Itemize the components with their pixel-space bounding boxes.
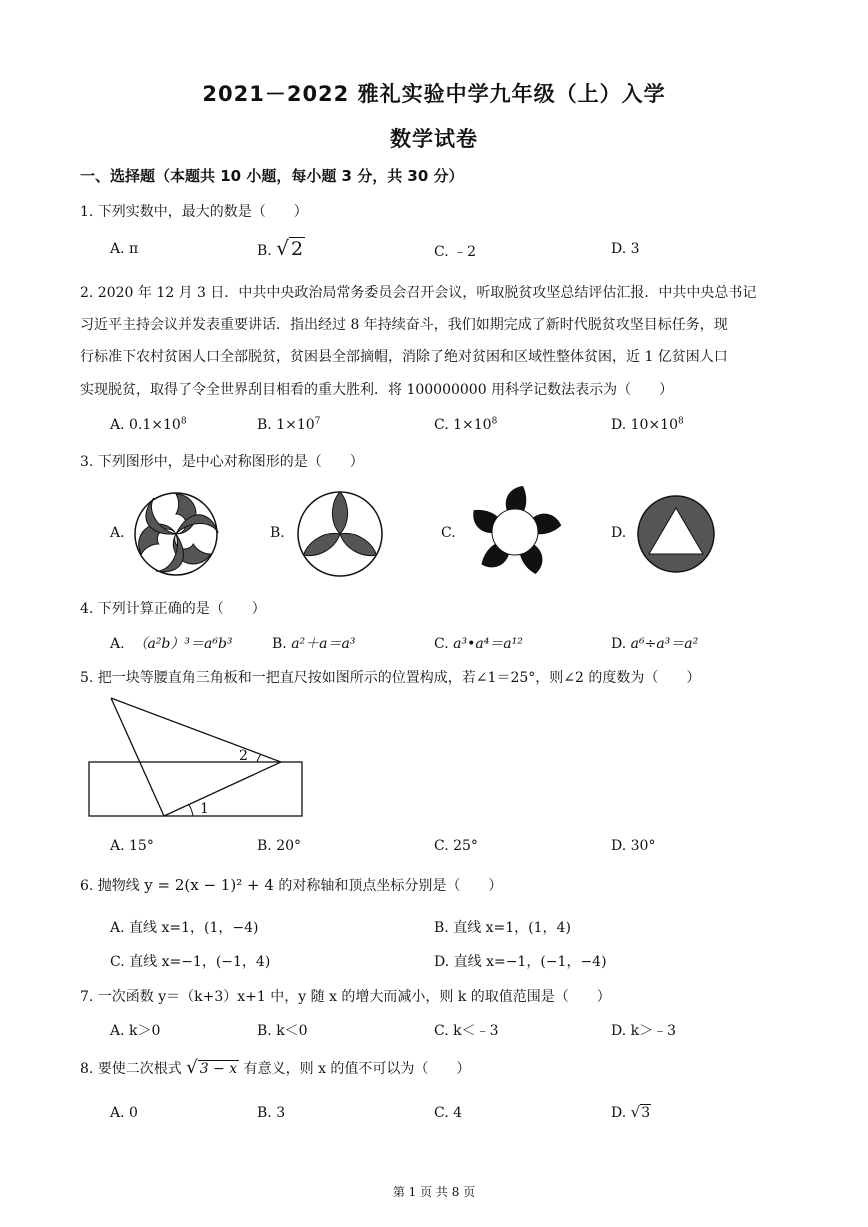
q5-option-d: D. 30° [611, 838, 656, 854]
q3-option-d-label: D. [611, 525, 627, 541]
sqrt-symbol: √ [186, 1057, 198, 1078]
q8-stem-suffix: 有意义，则 x 的值不可以为（ ） [243, 1061, 471, 1077]
q2-line-2: 习近平主持会议并发表重要讲话．指出经过 8 年持续奋斗，我们如期完成了新时代脱贫攻坚目标任务，现 [80, 317, 728, 333]
q5-option-a: A. 15° [110, 838, 154, 854]
sqrt-symbol: √ [630, 1103, 641, 1121]
q2-line-1: 2. 2020 年 12 月 3 日．中共中央政治局常务委员会召开会议，听取脱贫攻坚总结评估汇报．中共中央总书记 [80, 285, 757, 301]
q1-option-c: C. ﹣2 [434, 244, 477, 260]
q6-option-d: D. 直线 x=−1，(−1，−4) [434, 954, 607, 970]
figure-c-flower [470, 484, 560, 580]
q6-option-c: C. 直线 x=−1，(−1，4) [110, 954, 271, 970]
q7-option-b: B. k＜0 [257, 1023, 308, 1039]
q2-d-exp: 8 [678, 416, 684, 427]
q2-c-base: C. 1×10 [434, 417, 492, 433]
q2-a-base: A. 0.1×10 [110, 417, 181, 433]
q8-option-a: A. 0 [110, 1105, 138, 1121]
q3-option-c-label: C. [441, 525, 456, 541]
q2-option-c [434, 417, 497, 433]
q8-stem [80, 1057, 470, 1078]
q3-option-a-label: A. [110, 525, 125, 541]
title-line-1: 2021－2022 雅礼实验中学九年级（上）入学 [202, 82, 666, 106]
q4-option-d [611, 633, 698, 653]
figure-d-triangle [636, 494, 716, 574]
q6-option-b: B. 直线 x=1，(1，4) [434, 920, 571, 936]
q4-option-b [272, 633, 355, 653]
title-line-2: 数学试卷 [390, 127, 478, 151]
sqrt-symbol: √ [276, 236, 289, 260]
q5-option-c: C. 25° [434, 838, 478, 854]
q4-c-text: a³•a⁴＝a¹² [453, 636, 523, 652]
q7-option-a: A. k＞0 [110, 1023, 161, 1039]
q6-stem-suffix: 的对称轴和顶点坐标分别是（ ） [278, 878, 503, 894]
q4-b-text: a²＋a＝a³ [291, 636, 356, 652]
q1-option-b-radicand: 2 [290, 238, 304, 260]
q8-option-c: C. 4 [434, 1105, 463, 1121]
q7-option-c: C. k＜﹣3 [434, 1023, 499, 1039]
q4-d-text: a⁶÷a³＝a² [630, 636, 699, 652]
q4-d-label: D. [611, 636, 627, 652]
q2-option-d [611, 417, 684, 433]
q2-line-4: 实现脱贫，取得了令全世界刮目相看的重大胜利．将 100000000 用科学记数法表示为（ ） [80, 382, 674, 398]
q6-option-a: A. 直线 x=1，(1，−4) [110, 920, 259, 936]
q2-option-b [257, 417, 320, 433]
q6-formula: y = 2(x − 1)² + 4 [144, 876, 274, 894]
page-footer: 第 1 页 共 8 页 [392, 1185, 476, 1199]
q5-angle-1-label: 1 [200, 801, 209, 817]
q2-line-3: 行标准下农村贫困人口全部脱贫，贫困县全部摘帽，消除了绝对贫困和区域性整体贫困，近 1 亿贫困人口 [80, 349, 728, 365]
q8-stem-prefix: 8. 要使二次根式 [80, 1061, 182, 1077]
q8-radicand: 3 − x [199, 1061, 238, 1077]
q5-stem: 5. 把一块等腰直角三角板和一把直尺按如图所示的位置构成，若∠1＝25°，则∠2 的度数为（ ） [80, 670, 701, 686]
section-heading: 一、选择题（本题共 10 小题，每小题 3 分，共 30 分） [80, 167, 464, 185]
q2-b-base: B. 1×10 [257, 417, 315, 433]
q2-d-base: D. 10×10 [611, 417, 678, 433]
q6-stem-prefix: 6. 抛物线 [80, 878, 140, 894]
q8-option-d [611, 1103, 651, 1121]
q1-option-b-label: B. [257, 243, 272, 259]
q4-option-a [110, 633, 233, 653]
q5-angle-2-label: 2 [239, 748, 248, 764]
q4-b-label: B. [272, 636, 287, 652]
q7-option-d: D. k＞﹣3 [611, 1023, 677, 1039]
q8-d-label: D. [611, 1105, 627, 1121]
q2-b-exp: 7 [314, 416, 321, 427]
q3-option-b-label: B. [270, 525, 285, 541]
q1-option-a: A. π [110, 241, 139, 257]
q2-a-exp: 8 [180, 416, 187, 427]
figure-b-petals [295, 489, 385, 579]
q2-c-exp: 8 [491, 416, 498, 427]
q8-d-radicand: 3 [641, 1105, 651, 1121]
q5-option-b: B. 20° [257, 838, 302, 854]
figure-a-tomoe [131, 489, 221, 579]
q8-option-b: B. 3 [257, 1105, 286, 1121]
q1-option-b [257, 236, 305, 260]
q4-a-label: A. [110, 636, 125, 652]
q7-stem: 7. 一次函数 y＝（k+3）x+1 中，y 随 x 的增大而减小，则 k 的取值范围是（ ） [80, 989, 611, 1005]
q1-stem: 1. 下列实数中，最大的数是（ ） [80, 204, 308, 220]
q4-stem: 4. 下列计算正确的是（ ） [80, 601, 266, 617]
q4-c-label: C. [434, 636, 449, 652]
q1-option-d: D. 3 [611, 241, 640, 257]
q4-option-c [434, 633, 523, 653]
q4-a-text: （a²b）³＝a⁶b³ [133, 636, 233, 652]
q3-stem: 3. 下列图形中，是中心对称图形的是（ ） [80, 454, 364, 470]
q2-option-a [110, 417, 187, 433]
q6-stem [80, 875, 502, 895]
